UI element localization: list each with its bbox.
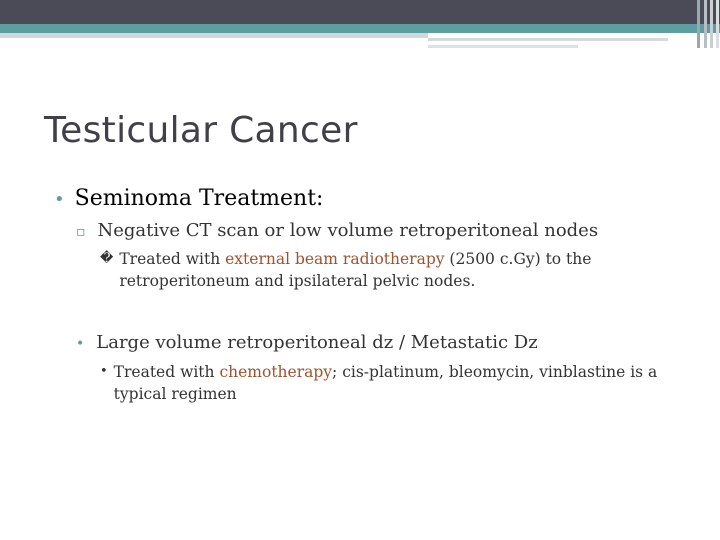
bullet-radiotherapy [100,248,660,292]
bullet-icon: • [100,364,108,379]
bullet-large-volume [76,332,538,353]
header-vertical-bar [704,0,707,48]
header-vertical-bar [716,0,719,48]
bullet-icon: • [54,189,65,210]
text-segment: ; cis-platinum, bleomycin, vinblastine is a typical regimen [113,363,658,403]
highlight-text: chemotherapy [219,363,333,381]
header-vertical-bar [710,0,713,48]
bullet-negative-ct [76,220,598,241]
header-line [428,38,668,41]
text-segment: Treated with [113,363,220,381]
text-segment: (2500 c.Gy) to the retroperitoneum and ipsilateral pelvic nodes. [119,250,592,290]
text-segment: Treated with [119,250,226,268]
slide-title: Testicular Cancer [44,110,358,151]
highlight-text: external beam radiotherapy [225,250,445,268]
header-light-band [0,33,428,38]
bullet-text: Negative CT scan or low volume retroperitoneal nodes [97,220,599,241]
header-teal-band [0,24,720,33]
bullet-text: Seminoma Treatment: [74,186,324,211]
bullet-icon: � [100,251,114,266]
bullet-text [114,361,660,405]
bullet-icon: • [76,336,85,352]
bullet-text [119,248,660,292]
header-dark-band [0,0,720,24]
bullet-chemotherapy [100,361,660,405]
header-vertical-bar [697,0,700,48]
bullet-seminoma-treatment [54,186,323,211]
header-line [428,45,578,48]
bullet-text: Large volume retroperitoneal dz / Metastatic Dz [96,332,538,353]
square-bullet-icon: ▫ [76,224,86,240]
